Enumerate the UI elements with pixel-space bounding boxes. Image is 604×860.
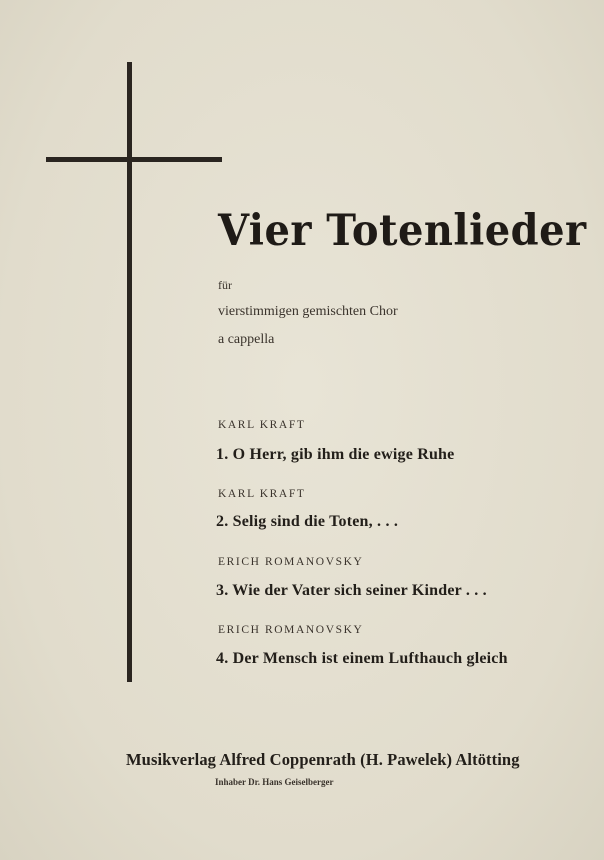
owner-line: Inhaber Dr. Hans Geiselberger: [215, 777, 334, 787]
song-3-title: 3. Wie der Vater sich seiner Kinder . . .: [216, 582, 487, 599]
song-3-composer: ERICH ROMANOVSKY: [218, 556, 364, 568]
song-2-title: 2. Selig sind die Toten, . . .: [216, 513, 399, 530]
song-1-composer: KARL KRAFT: [218, 419, 306, 431]
song-2-composer: KARL KRAFT: [218, 488, 306, 500]
page-title: Vier Totenlieder: [218, 206, 587, 256]
song-4-title: 4. Der Mensch ist einem Lufthauch gleich: [216, 650, 508, 667]
song-1-title: 1. O Herr, gib ihm die ewige Ruhe: [216, 446, 455, 463]
publisher-line: Musikverlag Alfred Coppenrath (H. Pawelek) Altötting: [126, 750, 520, 769]
cross-vertical-bar: [127, 62, 132, 682]
subtitle-line-1: für: [218, 278, 232, 292]
subtitle-line-3: a cappella: [218, 332, 275, 347]
subtitle-line-2: vierstimmigen gemischten Chor: [218, 304, 398, 319]
song-4-composer: ERICH ROMANOVSKY: [218, 624, 364, 636]
cross-horizontal-bar: [46, 157, 222, 162]
